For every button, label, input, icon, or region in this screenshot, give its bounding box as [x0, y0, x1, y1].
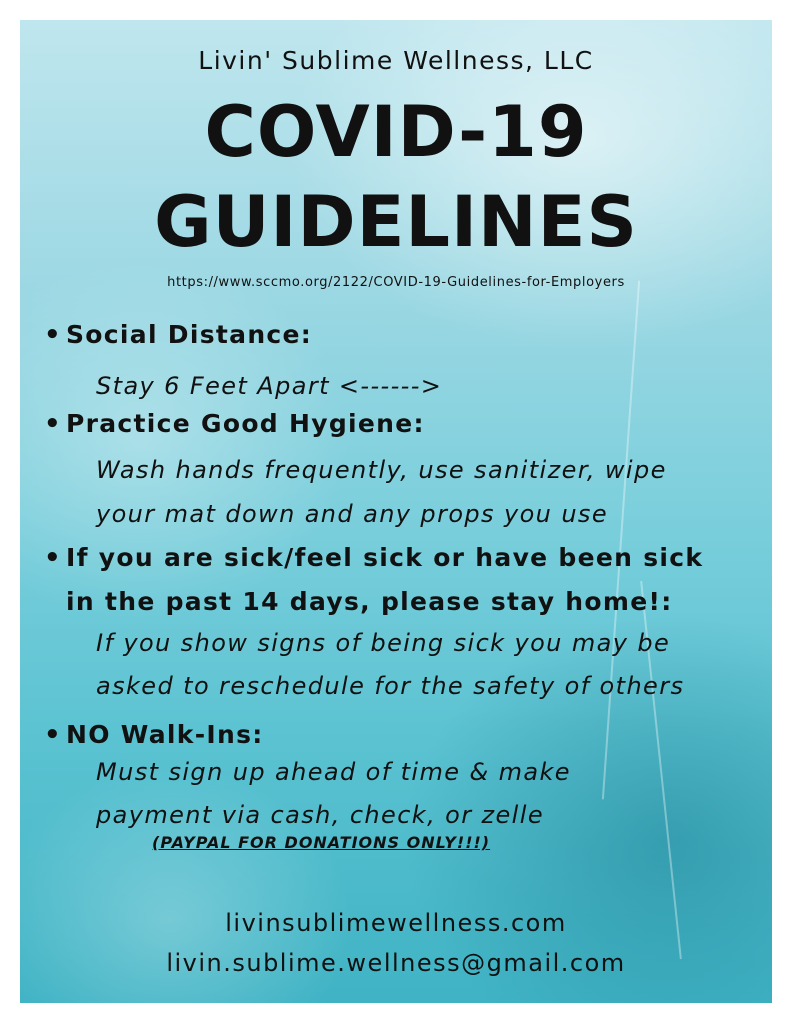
company-name: Livin' Sublime Wellness, LLC	[198, 46, 594, 75]
page-title-line-1: COVID-19	[204, 91, 588, 173]
guideline-detail: Stay 6 Feet Apart <------>	[96, 372, 443, 400]
guideline-heading-sick: If you are sick/feel sick or have been sick	[66, 543, 704, 572]
guideline-heading-walk-ins: NO Walk-Ins:	[66, 720, 264, 749]
email-text: livin.sublime.wellness@gmail.com	[166, 949, 626, 977]
guideline-heading-sick: in the past 14 days, please stay home!:	[66, 587, 673, 616]
guideline-detail: Wash hands frequently, use sanitizer, wipe	[96, 456, 667, 484]
guideline-detail: If you show signs of being sick you may be	[96, 629, 671, 657]
paypal-note: (PAYPAL FOR DONATIONS ONLY!!!)	[152, 833, 491, 852]
bullet-icon: •	[44, 409, 61, 439]
guideline-detail: asked to reschedule for the safety of others	[96, 672, 685, 700]
bullet-icon: •	[44, 320, 61, 350]
page-title-line-2: GUIDELINES	[154, 181, 638, 263]
bullet-icon: •	[44, 720, 61, 750]
poster	[20, 20, 772, 1003]
ice-crack-decoration	[602, 281, 640, 800]
website-text: livinsublimewellness.com	[225, 909, 567, 937]
bullet-icon: •	[44, 543, 61, 573]
guideline-heading-social-distance: Social Distance:	[66, 320, 313, 349]
guideline-detail: payment via cash, check, or zelle	[96, 801, 544, 829]
guideline-detail: your mat down and any props you use	[96, 500, 608, 528]
guideline-detail: Must sign up ahead of time & make	[96, 758, 571, 786]
guideline-heading-hygiene: Practice Good Hygiene:	[66, 409, 425, 438]
source-url: https://www.sccmo.org/2122/COVID-19-Guidelines-for-Employers	[167, 275, 625, 290]
